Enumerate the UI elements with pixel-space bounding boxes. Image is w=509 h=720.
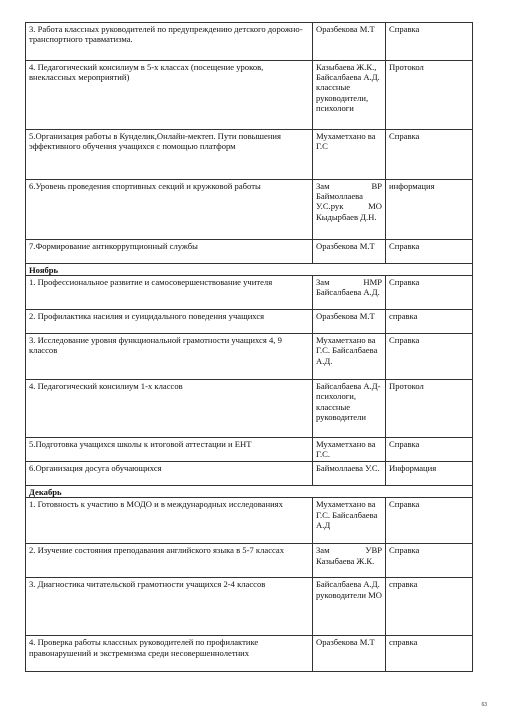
- table-row: [26, 23, 473, 61]
- task-cell: 1. Готовность к участию в МОДО и в международных исследованиях: [26, 498, 313, 544]
- task-cell: 7.Формирование антикоррупционный службы: [26, 240, 313, 264]
- page-number: 63: [481, 702, 487, 708]
- task-cell: 6.Уровень проведения спортивных секций и кружковой работы: [26, 180, 313, 240]
- responsible-cell: Оразбекова М.Т: [313, 310, 386, 334]
- responsible-cell: Мухаметхано ва Г.С.: [313, 438, 386, 462]
- report-form-cell: Справка: [386, 276, 473, 310]
- task-cell: 3. Исследование уровня функциональной грамотности учащихся 4, 9 классов: [26, 334, 313, 380]
- report-form-cell: Справка: [386, 23, 473, 61]
- task-cell: 6.Организация досуга обучающихся: [26, 462, 313, 486]
- table-row: [26, 61, 473, 130]
- table-row: [26, 498, 473, 544]
- responsible-cell: Оразбекова М.Т: [313, 240, 386, 264]
- task-cell: 1. Профессиональное развитие и самосовершенствование учителя: [26, 276, 313, 310]
- table-row: [26, 334, 473, 380]
- responsible-cell: Оразбекова М.Т: [313, 636, 386, 672]
- plan-table: [25, 22, 473, 672]
- table-row: [26, 438, 473, 462]
- responsible-cell: Баймоллаева У.С.: [313, 462, 386, 486]
- report-form-cell: справка: [386, 310, 473, 334]
- report-form-cell: Справка: [386, 498, 473, 544]
- report-form-cell: Справка: [386, 334, 473, 380]
- responsible-cell: Зам УВР Казыбаева Ж.К.: [313, 544, 386, 578]
- task-cell: 5.Организация работы в Кунделик,Онлайн-мектеп. Пути повышения эффективного обучения учащихся с помощью платформ: [26, 130, 313, 180]
- report-form-cell: Справка: [386, 438, 473, 462]
- task-cell: 3. Диагностика читательской грамотности учащихся 2-4 классов: [26, 578, 313, 636]
- table-row: [26, 180, 473, 240]
- responsible-cell: Мухаметхано ва Г.С. Байсалбаева А.Д: [313, 498, 386, 544]
- responsible-cell: Мухаметхано ва Г.С. Байсалбаева А.Д.: [313, 334, 386, 380]
- report-form-cell: Справка: [386, 544, 473, 578]
- task-cell: 2. Профилактика насилия и суицидального поведения учащихся: [26, 310, 313, 334]
- task-cell: 3. Работа классных руководителей по предупреждению детского дорожно-транспортного травматизма.: [26, 23, 313, 61]
- section-row: [26, 486, 473, 498]
- responsible-cell: Казыбаева Ж.К., Байсалбаева А.Д. классные руководители, психологи: [313, 61, 386, 130]
- report-form-cell: информация: [386, 180, 473, 240]
- task-cell: 2. Изучение состояния преподавания английского языка в 5-7 классах: [26, 544, 313, 578]
- table-row: [26, 130, 473, 180]
- task-cell: 4. Педагогический консилиум в 5-х классах (посещение уроков, внеклассных мероприятий): [26, 61, 313, 130]
- task-cell: 4. Педагогический консилиум 1-х классов: [26, 380, 313, 438]
- table-row: [26, 462, 473, 486]
- table-row: [26, 240, 473, 264]
- responsible-cell: Байсалбаева А.Д. руководители МО: [313, 578, 386, 636]
- table-row: [26, 380, 473, 438]
- table-row: [26, 636, 473, 672]
- report-form-cell: Информация: [386, 462, 473, 486]
- responsible-cell: Мухаметхано ва Г.С: [313, 130, 386, 180]
- report-form-cell: справка: [386, 636, 473, 672]
- section-row: [26, 264, 473, 276]
- section-title: Декабрь: [26, 486, 473, 498]
- report-form-cell: справка: [386, 578, 473, 636]
- plan-table-body: [26, 23, 473, 672]
- report-form-cell: Протокол: [386, 61, 473, 130]
- table-row: [26, 276, 473, 310]
- report-form-cell: Справка: [386, 240, 473, 264]
- table-row: [26, 544, 473, 578]
- task-cell: 4. Проверка работы классных руководителей по профилактике правонарушений и экстремизма среди несовершеннолетних: [26, 636, 313, 672]
- responsible-cell: Зам ВР Баймоллаева У.С.рук МО Кыдырбаев Д.Н.: [313, 180, 386, 240]
- section-title: Ноябрь: [26, 264, 473, 276]
- report-form-cell: Протокол: [386, 380, 473, 438]
- report-form-cell: Справка: [386, 130, 473, 180]
- table-row: [26, 310, 473, 334]
- responsible-cell: Оразбекова М.Т: [313, 23, 386, 61]
- table-row: [26, 578, 473, 636]
- task-cell: 5.Подготовка учащихся школы к итоговой аттестации и ЕНТ: [26, 438, 313, 462]
- responsible-cell: Зам НМР Байсалбаева А.Д.: [313, 276, 386, 310]
- responsible-cell: Байсалбаева А.Д- психологи, классные руководители: [313, 380, 386, 438]
